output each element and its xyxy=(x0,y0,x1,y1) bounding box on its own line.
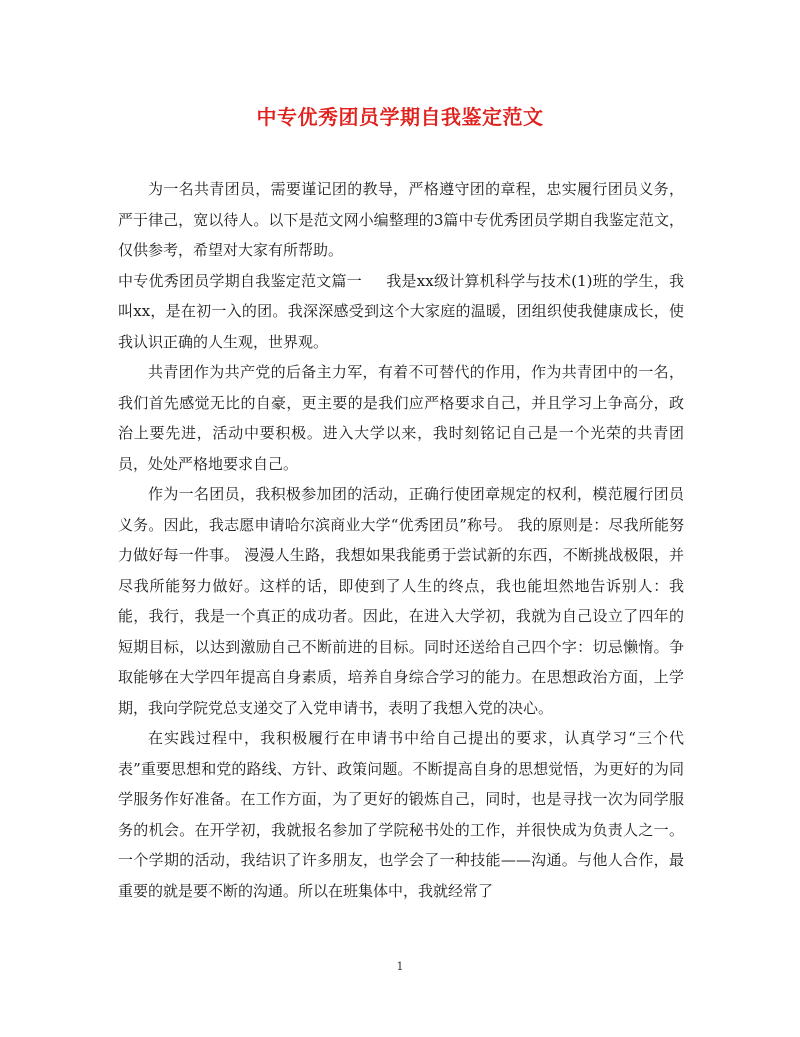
intro-paragraph: 为一名共青团员，需要谨记团的教导，严格遵守团的章程，忠实履行团员义务，严于律己，宽以待人。以下是范文网小编整理的3篇中专优秀团员学期自我鉴定范文，仅供参考，希望对大家有所帮助。 xyxy=(118,180,684,259)
page-number: 1 xyxy=(396,960,404,973)
body-paragraph: 共青团作为共产党的后备主力军，有着不可替代的作用，作为共青团中的一名，我们首先感觉无比的自豪，更主要的是我们应严格要求自己，并且学习上争高分，政治上要先进，活动中要积极。进入大学以来，我时刻铭记自己是一个光荣的共青团员，处处严格地要求自己。 xyxy=(118,363,684,473)
section-first-text: 我是xx级计算机科学与技术(1)班的学生，我叫xx，是在初一入的团。我深深感受到这个大家庭的温暖，团组织使我健康成长，使我认识正确的人生观，世界观。 xyxy=(118,271,684,351)
section-heading-paragraph xyxy=(118,266,684,358)
section-heading: 中专优秀团员学期自我鉴定范文篇一 xyxy=(118,271,363,290)
body-paragraph: 作为一名团员，我积极参加团的活动，正确行使团章规定的权利，模范履行团员义务。因此，我志愿申请哈尔滨商业大学“优秀团员”称号。 我的原则是：尽我所能努力做好每一件事。 漫漫人生路，我想如果我能勇于尝试新的东西，不断挑战极限，并尽我所能努力做好。这样的话，即使到了人生的终点，我也能坦然地告诉别人：我能，我行，我是一个真正的成功者。因此，在进入大学初，我就为自己设立了四年的短期目标，以达到激励自己不断前进的目标。同时还送给自己四个字：切忌懒惰。争取能够在大学四年提高自身素质，培养自身综合学习的能力。在思想政治方面，上学期，我向学院党总支递交了入党申请书，表明了我想入党的决心。 xyxy=(118,485,684,717)
body-paragraph: 在实践过程中，我积极履行在申请书中给自己提出的要求，认真学习“三个代表”重要思想和党的路线、方针、政策问题。不断提高自身的思想觉悟，为更好的为同学服务作好准备。在工作方面，为了更好的锻炼自己，同时，也是寻找一次为同学服务的机会。在开学初，我就报名参加了学院秘书处的工作，并很快成为负责人之一。一个学期的活动，我结识了许多朋友，也学会了一种技能——沟通。与他人合作，最重要的就是要不断的沟通。所以在班集体中，我就经常了 xyxy=(118,729,684,900)
document-body xyxy=(118,174,684,906)
document-title: 中专优秀团员学期自我鉴定范文 xyxy=(256,105,544,129)
